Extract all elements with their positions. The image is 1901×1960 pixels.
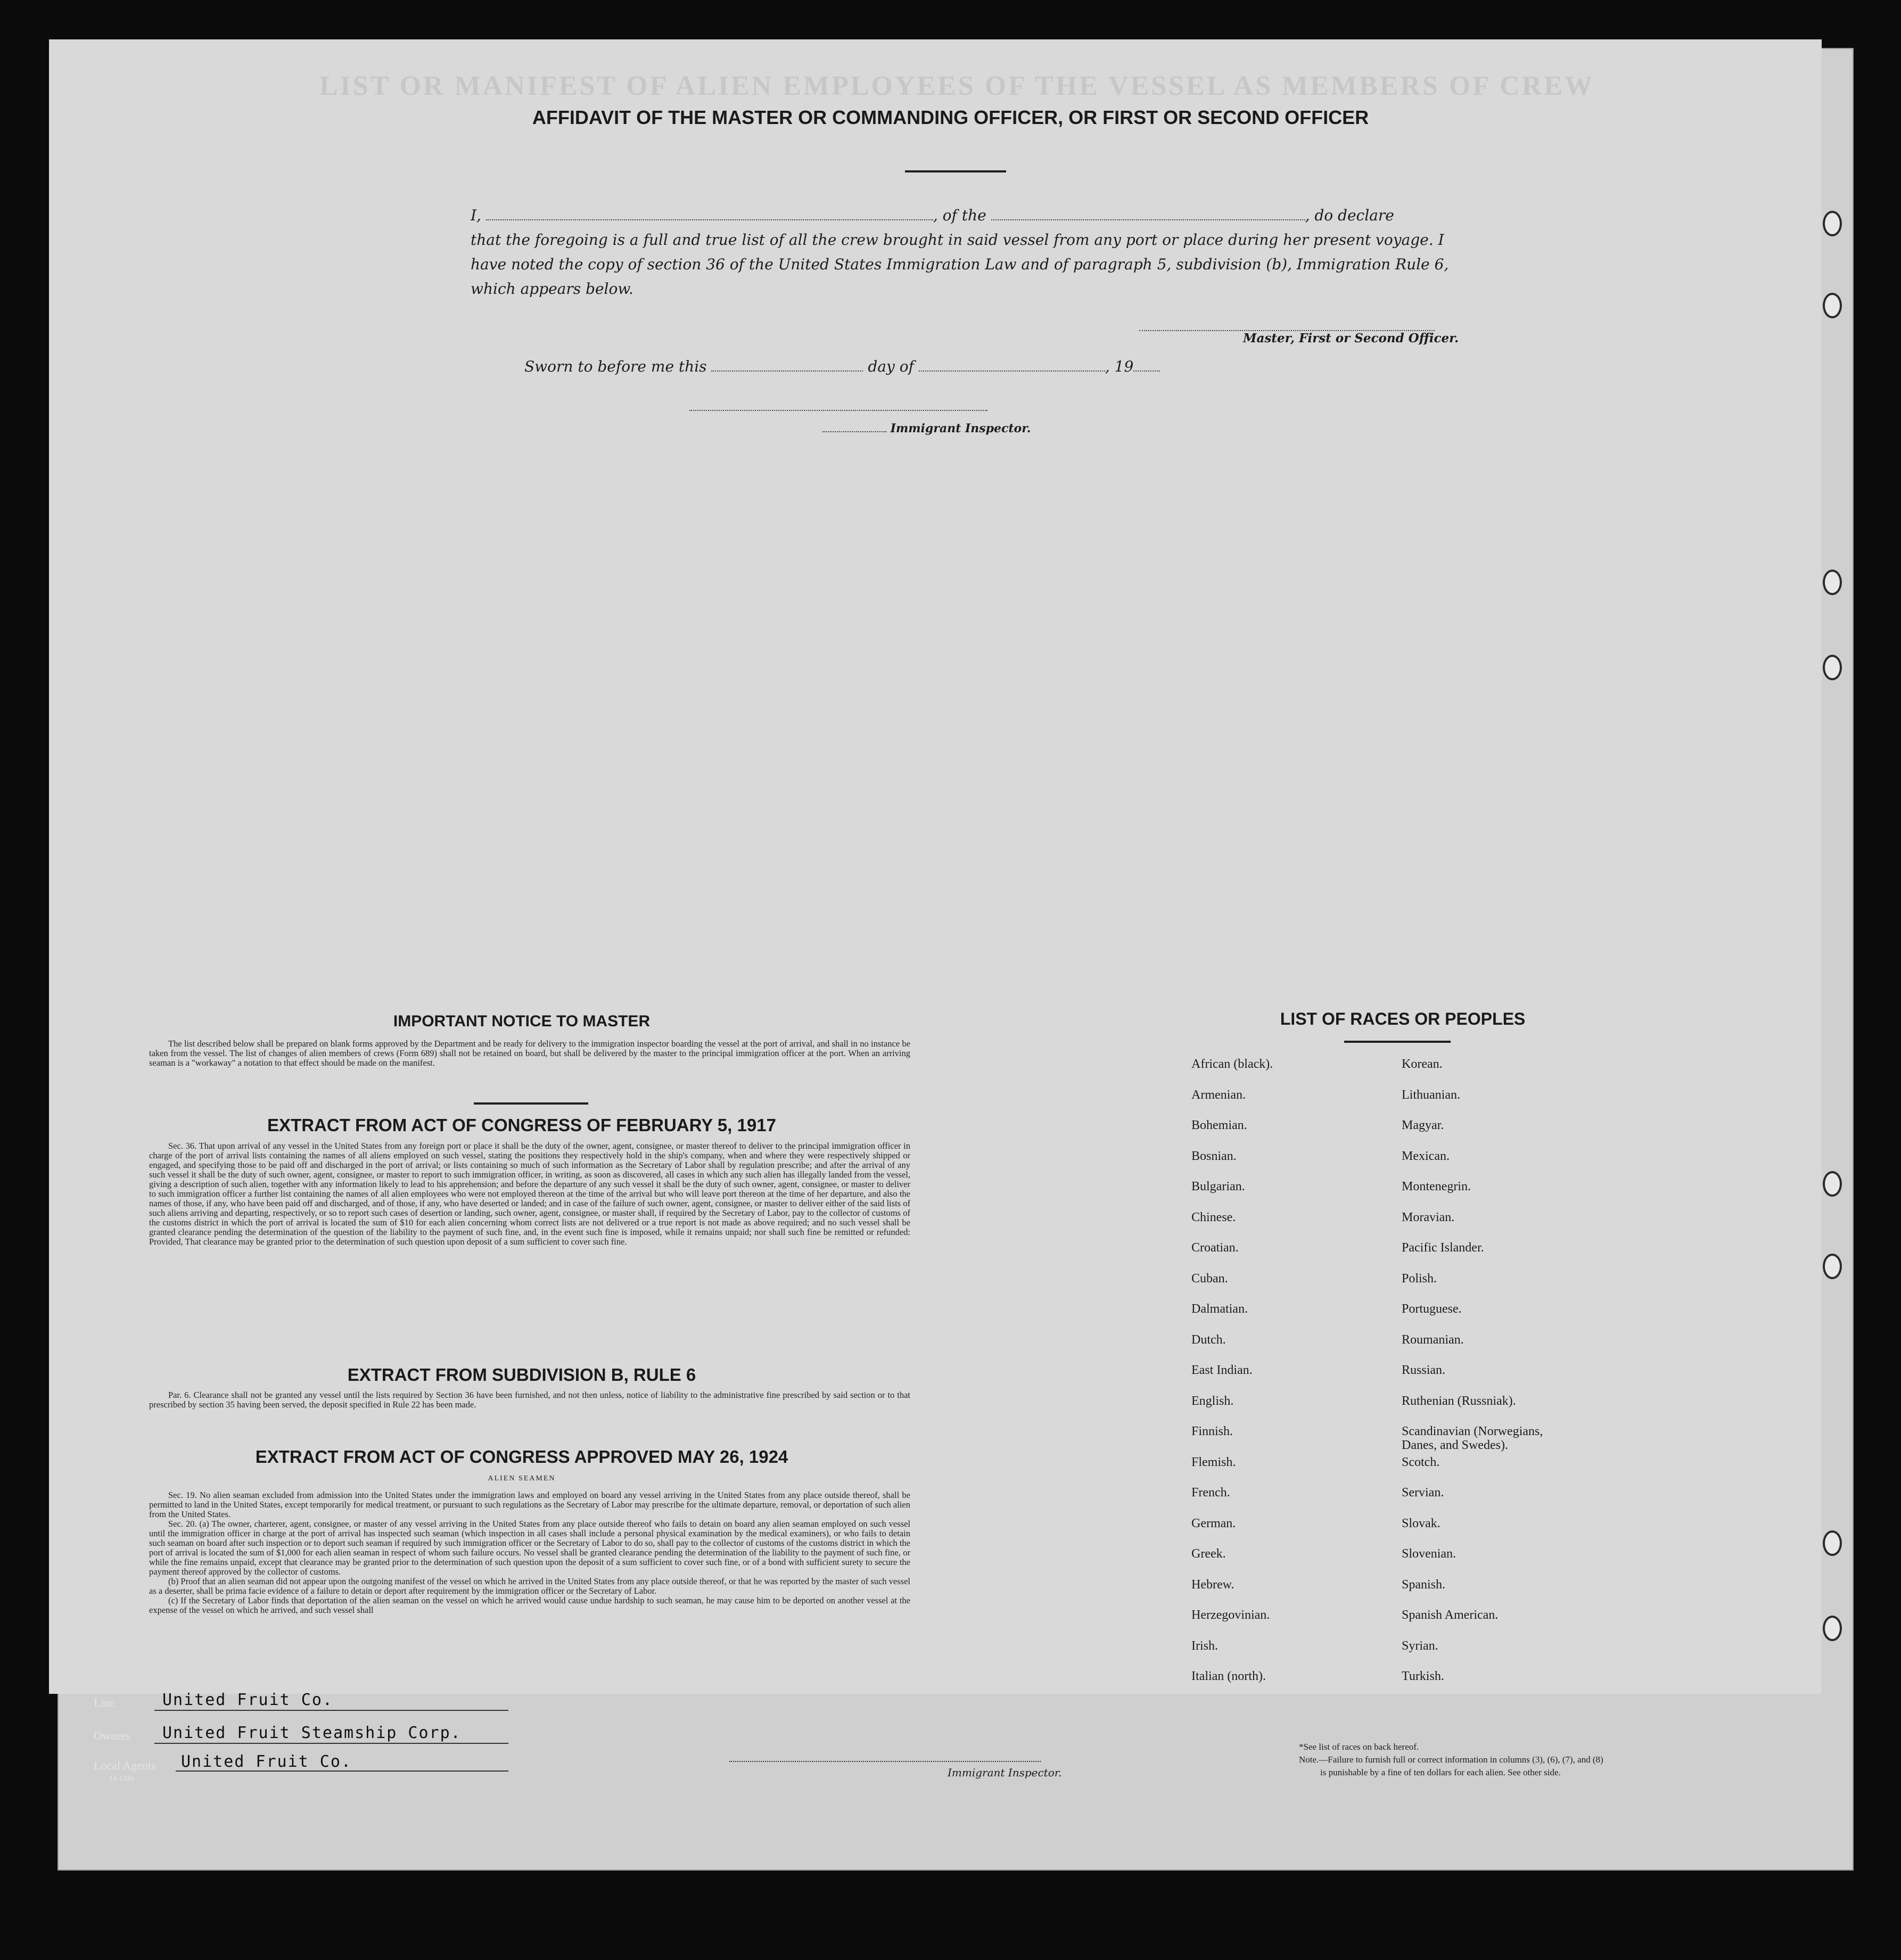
sec20b-paragraph: (b) Proof that an alien seaman did not appear upon the outgoing manifest of the vessel on which he arrived in the United States from any place outside thereof, or that he was reported by the master of such vessel as a deserter, shall be prima facie evidence of a failure to detain or deport after requirement by the immigration officer or the Secretary of Labor. bbox=[149, 1576, 910, 1596]
notice-title: IMPORTANT NOTICE TO MASTER bbox=[393, 1012, 651, 1030]
race-item: Hebrew. bbox=[1191, 1577, 1235, 1592]
declaration-i: I, bbox=[471, 207, 481, 224]
binder-hole bbox=[1823, 655, 1842, 680]
sworn-day-label: day of bbox=[868, 358, 914, 375]
race-item: Dalmatian. bbox=[1191, 1302, 1248, 1316]
race-item: Moravian. bbox=[1402, 1210, 1455, 1224]
extract-1924-text bbox=[149, 1490, 910, 1691]
rule6-paragraph: Par. 6. Clearance shall not be granted any vessel until the lists required by Section 36 have been furnished, and not then unless, notice of liability to the administrative fine prescribed by said section or to that prescribed by section 35 having been served, the deposit specified in Rule 22 has been made. bbox=[149, 1390, 910, 1410]
agents-value: United Fruit Co. bbox=[181, 1752, 352, 1771]
race-item: Russian. bbox=[1402, 1363, 1446, 1377]
race-item: Scandinavian (Norwegians, Danes, and Swedes). bbox=[1402, 1424, 1543, 1452]
agents-rule bbox=[176, 1770, 508, 1772]
bleed-through-header: LIST OR MANIFEST OF ALIEN EMPLOYEES OF THE VESSEL AS MEMBERS OF CREW bbox=[319, 71, 1594, 101]
race-item: East Indian. bbox=[1191, 1363, 1253, 1377]
declaration-do-declare: , do declare bbox=[1305, 207, 1394, 224]
owners-value: United Fruit Steamship Corp. bbox=[162, 1724, 462, 1742]
penalty-note-2: is punishable by a fine of ten dollars for each alien. See other side. bbox=[1320, 1767, 1561, 1777]
race-item: Scotch. bbox=[1402, 1455, 1440, 1469]
declaration-of-the: , of the bbox=[933, 207, 986, 224]
race-item: French. bbox=[1191, 1486, 1230, 1500]
rule6-title: EXTRACT FROM SUBDIVISION B, RULE 6 bbox=[347, 1365, 696, 1385]
notice-text bbox=[149, 1039, 910, 1068]
race-item: Ruthenian (Russniak). bbox=[1402, 1394, 1516, 1408]
race-item: Montenegrin. bbox=[1402, 1180, 1471, 1193]
binder-hole bbox=[1823, 293, 1842, 318]
penalty-note-1: Note.—Failure to furnish full or correct information in columns (3), (6), (7), and (8) bbox=[1299, 1755, 1603, 1765]
race-item: Magyar. bbox=[1402, 1118, 1444, 1132]
master-signature-label: Master, First or Second Officer. bbox=[1243, 331, 1459, 345]
owners-label: Owners bbox=[94, 1729, 130, 1742]
sec19-paragraph: Sec. 19. No alien seaman excluded from admission into the United States under the immigration laws and employed on board any vessel arriving in the United States from any place outside thereof, shall be permitted to land in the United States, except temporarily for medical treatment, or pursuant to such regulations as the Secretary of Labor may prescribe for the ultimate departure, removal, or deportation of such alien from the United States. bbox=[149, 1490, 910, 1519]
sec20a-paragraph: Sec. 20. (a) The owner, charterer, agent, consignee, or master of any vessel arriving in the United States from any place outside thereof who fails to detain on board any alien seaman employed on such vessel until the immigration officer in charge at the port of arrival has inspected such seaman (which inspection in all cases shall include a personal physical examination by the medical examiners), or who fails to detain such seaman on board after such inspection or to deport such seaman if required by such immigration officer or the Secretary of Labor to do so, shall pay to the collector of customs of the customs district in which the port of arrival is located the sum of $1,000 for each alien seaman in respect of whom such failure occurs. No vessel shall be granted clearance pending the determination of the liability to the payment of such fine, or while the fine remains unpaid, except that clearance may be granted prior to the determination of such question upon the deposit of a sum sufficient to cover such fine, or of a bond with sufficient surety to secure the payment thereof approved by the collector of customs. bbox=[149, 1519, 910, 1577]
owners-rule bbox=[154, 1743, 508, 1744]
name-blank[interactable] bbox=[486, 207, 933, 220]
sworn-year-blank[interactable] bbox=[1133, 358, 1160, 372]
inspector-dots bbox=[822, 422, 886, 432]
binder-hole bbox=[1823, 570, 1842, 595]
race-item: German. bbox=[1191, 1516, 1236, 1530]
race-item: Finnish. bbox=[1191, 1424, 1233, 1438]
sec20c-paragraph: (c) If the Secretary of Labor finds that deportation of the alien seaman on the vessel on which he arrived would cause undue hardship to such seaman, he may cause him to be deported on another vessel at the expense of the vessel on which he arrived, and such vessel shall bbox=[149, 1595, 910, 1615]
race-item: Pacific Islander. bbox=[1402, 1241, 1484, 1255]
race-item: Bosnian. bbox=[1191, 1149, 1237, 1163]
binder-hole bbox=[1823, 1616, 1842, 1641]
declaration-body: that the foregoing is a full and true list of all the crew brought in said vessel from any port or place during her present voyage. I have noted the copy of section 36 of the United States Immigration Law and of paragraph 5, subdivision (b), Immigration Rule 6, which appears below. bbox=[471, 231, 1449, 298]
race-item: Flemish. bbox=[1191, 1455, 1236, 1469]
race-item: Dutch. bbox=[1191, 1332, 1226, 1347]
affidavit-title: AFFIDAVIT OF THE MASTER OR COMMANDING OFFICER, OR FIRST OR SECOND OFFICER bbox=[532, 106, 1369, 128]
line-rule bbox=[154, 1710, 508, 1711]
binder-hole bbox=[1823, 1171, 1842, 1197]
sworn-day-blank[interactable] bbox=[711, 358, 863, 372]
race-item: Korean. bbox=[1402, 1057, 1443, 1071]
binder-hole bbox=[1823, 1254, 1842, 1279]
agents-label: Local Agents bbox=[94, 1759, 156, 1772]
race-item: Spanish American. bbox=[1402, 1608, 1499, 1622]
binder-hole bbox=[1823, 211, 1842, 236]
extract-1924-title: EXTRACT FROM ACT OF CONGRESS APPROVED MAY 26, 1924 bbox=[255, 1447, 788, 1467]
race-item: Italian (north). bbox=[1191, 1669, 1266, 1683]
binder-hole bbox=[1823, 1530, 1842, 1556]
sworn-line bbox=[524, 358, 1160, 375]
extract-1917-paragraph: Sec. 36. That upon arrival of any vessel in the United States from any foreign port or place it shall be the duty of the owner, agent, consignee, or master thereof to deliver to the principal immigration officer in charge of the port of arrival lists containing the names of all aliens employed on such vessel, stating the positions they respectively hold in the ship's company, when and where they were respectively shipped or engaged, and specifying those to be paid off and discharged in the port of arrival; or lists containing so much of such information as the Secretary of Labor shall by regulation prescribe; and after the arrival of any such vessel it shall be the duty of such owner, agent, consignee, or master to report to such immigration officer, in writing, as soon as discovered, all cases in which any such alien has illegally landed from the vessel, giving a description of such alien, together with any information likely to lead to his apprehension; and before the departure of any such vessel it shall be the duty of such owner, agent, consignee, or master to deliver to such immigration officer a further list containing the names of all alien employees who were not employed thereon at the time of the arrival but who will leave port thereon at the time of her departure, and also the names of those, if any, who have been paid off and discharged, and of those, if any, who have deserted or landed; and in case of the failure of such owner, agent, consignee, or master to deliver either of the said lists of such aliens arriving and departing, respectively, or so to report such cases of desertion or landing, such owner, agent, consignee, or master shall, if required by the Secretary of Labor, pay to the collector of customs of the customs district in which the port of arrival is located the sum of $10 for each alien concerning whom correct lists are not delivered or a true report is not made as above required; and no such vessel shall be granted clearance pending the determination of the question of the liability to the payment of such fine, and, in the event such fine is imposed, while it remains unpaid; nor shall such fine be remitted or refunded: Provided, That clearance may be granted prior to the determination of such question upon deposit of a sum sufficient to cover such fine. bbox=[149, 1141, 910, 1247]
race-item: Polish. bbox=[1402, 1271, 1437, 1286]
race-item: Croatian. bbox=[1191, 1241, 1239, 1255]
race-item: English. bbox=[1191, 1394, 1234, 1408]
race-item: Armenian. bbox=[1191, 1088, 1246, 1102]
declaration-first-line bbox=[471, 203, 1482, 228]
race-item: Turkish. bbox=[1402, 1669, 1444, 1683]
races-rule bbox=[1344, 1041, 1451, 1043]
race-item: Irish. bbox=[1191, 1638, 1218, 1653]
race-item: Bohemian. bbox=[1191, 1118, 1247, 1132]
race-item: Chinese. bbox=[1191, 1210, 1236, 1224]
bottom-inspector-line[interactable] bbox=[729, 1761, 1041, 1762]
races-reference-note: *See list of races on back hereof. bbox=[1299, 1742, 1419, 1752]
extract-1917-title: EXTRACT FROM ACT OF CONGRESS OF FEBRUARY 5, 1917 bbox=[267, 1115, 776, 1135]
races-list bbox=[1191, 1057, 1564, 1700]
race-item: Portuguese. bbox=[1402, 1302, 1462, 1316]
inspector-signature-line[interactable] bbox=[689, 410, 987, 411]
race-item: Spanish. bbox=[1402, 1577, 1446, 1592]
race-item: Roumanian. bbox=[1402, 1332, 1464, 1347]
race-item: Syrian. bbox=[1402, 1638, 1438, 1653]
declaration-block bbox=[471, 203, 1482, 301]
notice-rule bbox=[474, 1102, 588, 1105]
bottom-inspector-label: Immigrant Inspector. bbox=[948, 1766, 1062, 1779]
inspector-label bbox=[822, 422, 1031, 435]
rule6-text bbox=[149, 1390, 910, 1410]
notice-paragraph: The list described below shall be prepared on blank forms approved by the Department and be ready for delivery to the immigration inspector boarding the vessel at the port of arrival, and shall in no instance be taken from the vessel. The list of changes of alien members of crews (Form 689) shall not be retained on board, but shall be delivered by the master to the principal immigration officer at the port. When an arriving seaman is a "workaway" a notation to that effect should be made on the manifest. bbox=[149, 1039, 910, 1068]
line-label: Line bbox=[94, 1696, 116, 1709]
title-rule bbox=[905, 170, 1006, 172]
sworn-prefix: Sworn to before me this bbox=[524, 358, 707, 375]
race-item: Slovenian. bbox=[1402, 1547, 1456, 1561]
vessel-blank[interactable] bbox=[991, 207, 1305, 220]
form-number: 14-1340 bbox=[109, 1775, 134, 1783]
race-item: African (black). bbox=[1191, 1057, 1273, 1071]
race-item: Servian. bbox=[1402, 1486, 1444, 1500]
race-item: Slovak. bbox=[1402, 1516, 1441, 1530]
race-item: Bulgarian. bbox=[1191, 1180, 1245, 1193]
line-value: United Fruit Co. bbox=[162, 1691, 333, 1709]
race-item: Greek. bbox=[1191, 1547, 1226, 1561]
race-item: Mexican. bbox=[1402, 1149, 1450, 1163]
race-item: Cuban. bbox=[1191, 1271, 1228, 1286]
races-title: LIST OF RACES OR PEOPLES bbox=[1280, 1009, 1526, 1028]
sworn-month-blank[interactable] bbox=[919, 358, 1105, 372]
sworn-year-label: , 19 bbox=[1105, 358, 1134, 375]
race-item: Herzegovinian. bbox=[1191, 1608, 1270, 1622]
extract-1917-text bbox=[149, 1141, 910, 1247]
inspector-text: Immigrant Inspector. bbox=[890, 422, 1031, 435]
race-item: Lithuanian. bbox=[1402, 1088, 1460, 1102]
alien-seamen-subtitle: ALIEN SEAMEN bbox=[488, 1475, 556, 1483]
